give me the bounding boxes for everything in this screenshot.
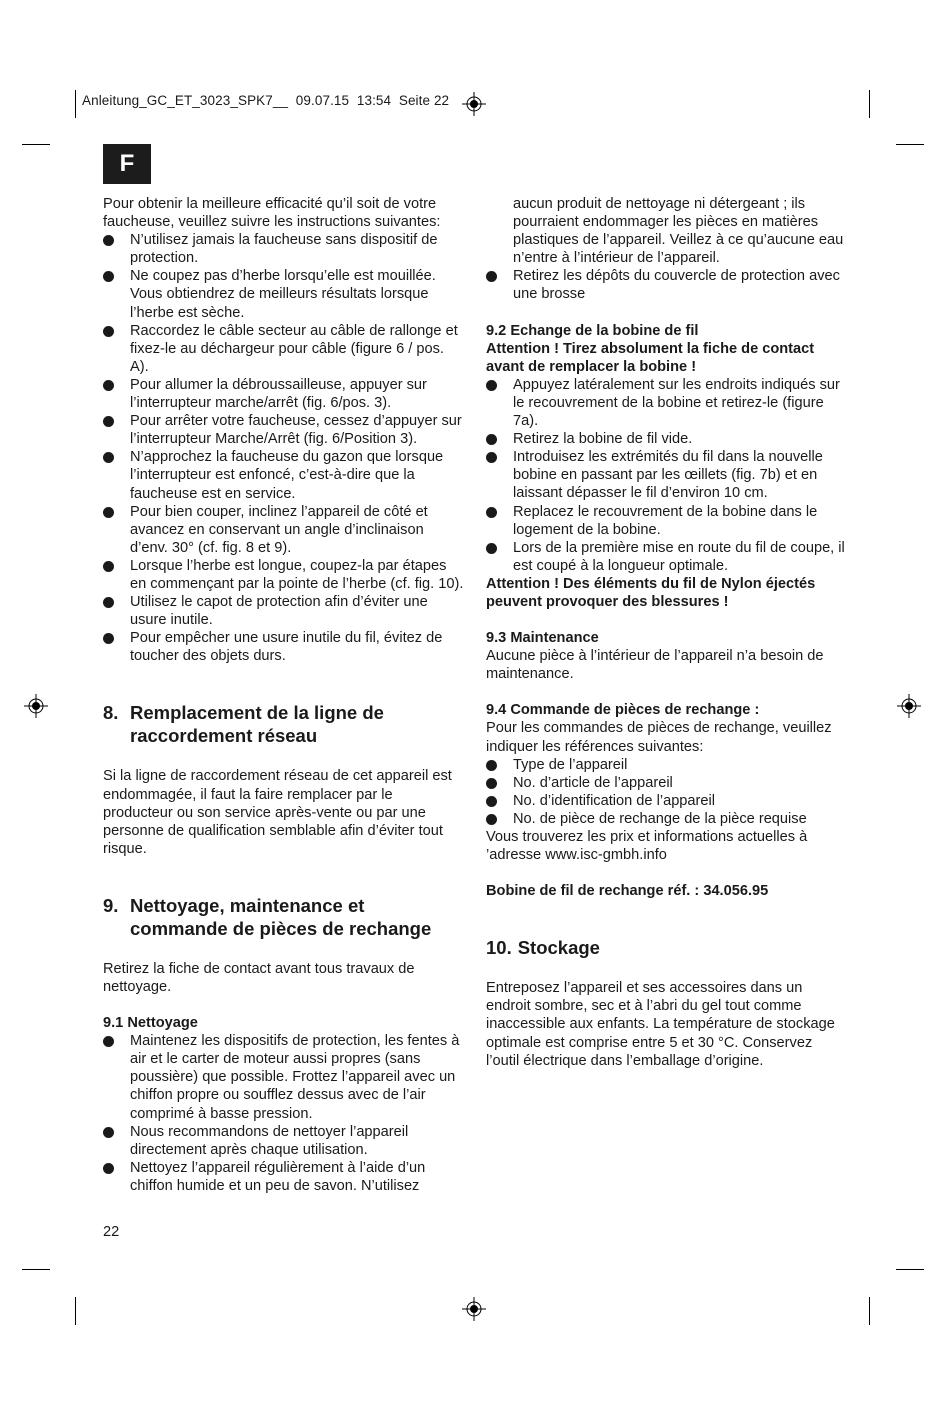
section-9-heading (103, 894, 465, 940)
list-item: Replacez le recouvrement de la bobine dans le logement de la bobine. (486, 503, 848, 539)
registration-mark-icon (24, 694, 48, 718)
list-item: Nous recommandons de nettoyer l’appareil directement après chaque utilisation. (103, 1123, 465, 1159)
bullet-icon (103, 271, 114, 282)
section-10-heading (486, 936, 848, 959)
bullet-icon (486, 507, 497, 518)
bullet-icon (103, 597, 114, 608)
section-number: 8. (103, 702, 119, 724)
language-tab: F (103, 144, 151, 184)
bullet-icon (486, 380, 497, 391)
list-item: No. de pièce de rechange de la pièce requise (486, 810, 848, 828)
list-item: Type de l’appareil (486, 756, 848, 774)
crop-mark (22, 1269, 50, 1270)
crop-mark (22, 144, 50, 145)
bullet-icon (103, 561, 114, 572)
bullet-icon (103, 235, 114, 246)
list-item: No. d’article de l’appareil (486, 774, 848, 792)
bullet-icon (486, 452, 497, 463)
list-item: Utilisez le capot de protection afin d’éviter une usure inutile. (103, 593, 465, 629)
left-column (103, 195, 465, 1195)
list-item: Lorsque l’herbe est longue, coupez-la par étapes en commençant par la pointe de l’herbe (cf. fig. 10). (103, 557, 465, 593)
list-item: Lors de la première mise en route du fil de coupe, il est coupé à la longueur optimale. (486, 539, 848, 575)
subsection-9-3-title: 9.3 Maintenance (486, 630, 599, 647)
spare-spool-reference: Bobine de fil de rechange réf. : 34.056.95 (486, 883, 769, 900)
list-item: Raccordez le câble secteur au câble de rallonge et fixez-le au déchargeur pour câble (figure 6 / pos. A). (103, 322, 465, 376)
subsection-9-4-title: 9.4 Commande de pièces de rechange : (486, 702, 760, 719)
bullet-icon (486, 796, 497, 807)
section-number: 10. (486, 937, 512, 959)
bullet-icon (486, 814, 497, 825)
bullet-icon (103, 380, 114, 391)
page-number: 22 (103, 1224, 120, 1240)
bullet-icon (103, 452, 114, 463)
cleaning-list (103, 1032, 465, 1195)
list-item: Nettoyez l’appareil régulièrement à l’aide d’un chiffon humide et un peu de savon. N’utilisez (103, 1159, 465, 1195)
spare-parts-intro: Pour les commandes de pièces de rechange, veuillez indiquer les références suivantes: (486, 720, 832, 755)
warning-text: Attention ! Des éléments du fil de Nylon éjectés peuvent provoquer des blessures ! (486, 575, 816, 610)
right-column (486, 195, 848, 1070)
spare-parts-list (486, 756, 848, 828)
bullet-icon (103, 1036, 114, 1047)
list-item: Ne coupez pas d’herbe lorsqu’elle est mouillée. Vous obtiendrez de meilleurs résultats lorsque l’herbe est sèche. (103, 267, 465, 321)
section-8-text: Si la ligne de raccordement réseau de cet appareil est endommagée, il faut la faire remplacer par le producteur ou son service après-vente ou par une personne de qualification semblable afin d’éviter tout risque. (103, 768, 452, 857)
crop-mark (896, 1269, 924, 1270)
cleaning-continuation: aucun produit de nettoyage ni détergeant ; ils pourraient endommager les pièces en matières plastiques de l’appareil. Veillez à ce qu’aucune eau n’entre à l’intérieur de l’appareil. (513, 196, 844, 267)
list-item: N’utilisez jamais la faucheuse sans dispositif de protection. (103, 231, 465, 267)
list-item: Maintenez les dispositifs de protection, les fentes à air et le carter de moteur aussi propres (sans poussière) que possible. Frottez l’appareil avec un chiffon propre ou soufflez dessus avec de l’air comprimé à basse pression. (103, 1032, 465, 1122)
section-title: Stockage (517, 937, 600, 959)
bullet-icon (103, 633, 114, 644)
section-title: Nettoyage, maintenance et commande de pièces de rechange (130, 894, 432, 939)
maintenance-text: Aucune pièce à l’intérieur de l’appareil n’a besoin de maintenance. (486, 648, 824, 683)
registration-mark-icon (897, 694, 921, 718)
section-8-heading (103, 701, 465, 747)
bullet-icon (103, 507, 114, 518)
list-item: Retirez la bobine de fil vide. (486, 430, 848, 448)
crop-mark (869, 1297, 870, 1325)
intro-text: Pour obtenir la meilleure efficacité qu’il soit de votre faucheuse, veuillez suivre les instructions suivantes: (103, 196, 441, 231)
spool-steps-list (486, 376, 848, 575)
spare-parts-outro: Vous trouverez les prix et informations actuelles à ’adresse www.isc-gmbh.info (486, 829, 808, 864)
registration-mark-icon (462, 1297, 486, 1321)
list-item: Introduisez les extrémités du fil dans la nouvelle bobine en passant par les œillets (fig. 7b) et en laissant dépasser le fil d’environ 10 cm. (486, 448, 848, 502)
bullet-icon (103, 1127, 114, 1138)
crop-mark (869, 90, 870, 118)
subsection-9-2-title: 9.2 Echange de la bobine de fil (486, 322, 699, 339)
bullet-icon (486, 434, 497, 445)
crop-mark (75, 90, 76, 118)
bullet-icon (486, 760, 497, 771)
list-item: Appuyez latéralement sur les endroits indiqués sur le recouvrement de la bobine et retirez-le (figure 7a). (486, 376, 848, 430)
warning-text: Attention ! Tirez absolument la fiche de contact avant de remplacer la bobine ! (486, 340, 815, 375)
list-item: No. d’identification de l’appareil (486, 792, 848, 810)
print-slug: Anleitung_GC_ET_3023_SPK7__ 09.07.15 13:54 Seite 22 (82, 93, 450, 108)
list-item: N’approchez la faucheuse du gazon que lorsque l’interrupteur est enfoncé, c’est-à-dire que la faucheuse est en service. (103, 448, 465, 502)
bullet-icon (103, 1163, 114, 1174)
list-item: Pour empêcher une usure inutile du fil, évitez de toucher des objets durs. (103, 629, 465, 665)
bullet-icon (103, 326, 114, 337)
crop-mark (896, 144, 924, 145)
section-number: 9. (103, 894, 119, 916)
list-item: Pour arrêter votre faucheuse, cessez d’appuyer sur l’interrupteur Marche/Arrêt (fig. 6/Position 3). (103, 412, 465, 448)
registration-mark-icon (462, 92, 486, 116)
bullet-icon (486, 778, 497, 789)
bullet-icon (486, 543, 497, 554)
cleaning-list-continued (486, 267, 848, 303)
usage-tips-list (103, 231, 465, 665)
bullet-icon (486, 271, 497, 282)
section-10-text: Entreposez l’appareil et ses accessoires dans un endroit sombre, sec et à l’abri du gel tout comme inaccessible aux enfants. La température de stockage optimale est comprise entre 5 et 30 °C. Conservez l’outil électrique dans l’emballage d’origine. (486, 980, 835, 1069)
section-title: Remplacement de la ligne de raccordement réseau (130, 702, 384, 747)
bullet-icon (103, 416, 114, 427)
section-9-text: Retirez la fiche de contact avant tous travaux de nettoyage. (103, 960, 415, 995)
subsection-9-1-title: 9.1 Nettoyage (103, 1015, 198, 1032)
list-item: Pour allumer la débroussailleuse, appuyer sur l’interrupteur marche/arrêt (fig. 6/pos. 3). (103, 376, 465, 412)
list-item: Retirez les dépôts du couvercle de protection avec une brosse (486, 267, 848, 303)
list-item: Pour bien couper, inclinez l’appareil de côté et avancez en conservant un angle d’inclinaison d’env. 30° (cf. fig. 8 et 9). (103, 503, 465, 557)
crop-mark (75, 1297, 76, 1325)
